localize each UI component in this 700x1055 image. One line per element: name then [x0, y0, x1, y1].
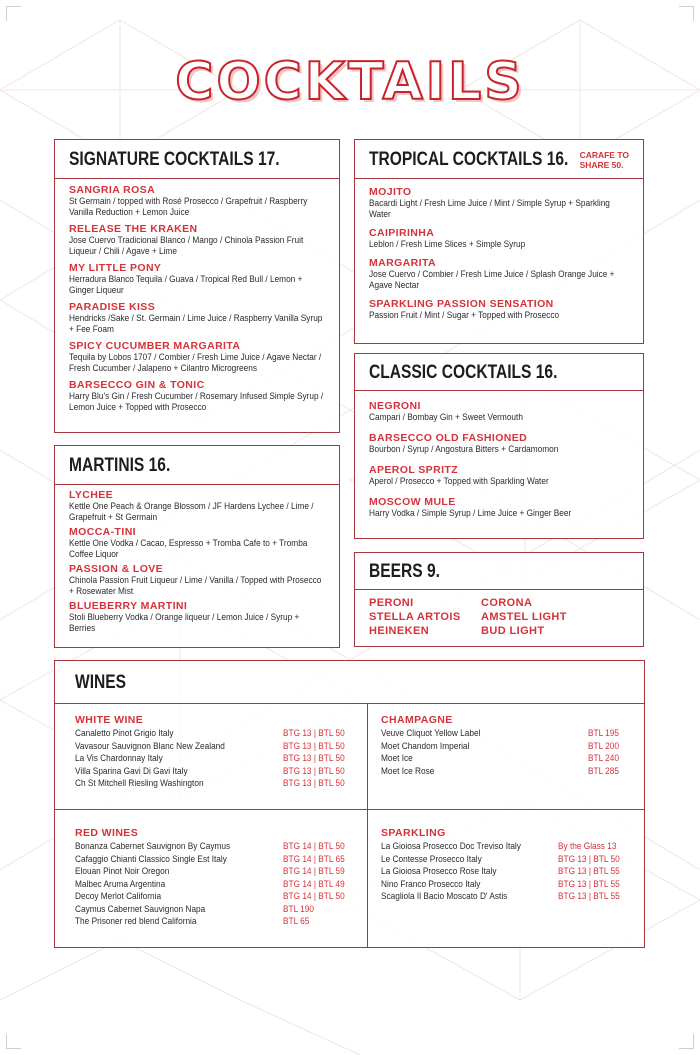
wine-price: By the Glass 13	[558, 841, 617, 851]
crop-mark-top-right	[679, 6, 694, 21]
section-header	[355, 354, 643, 391]
wine-category: CHAMPAGNE	[381, 714, 453, 726]
wine-name: Le Contesse Prosecco Italy	[381, 853, 482, 864]
wine-name: Moet Ice Rose	[381, 765, 435, 776]
wine-name: The Prisoner red blend California	[75, 916, 197, 926]
crop-mark-bottom-left	[6, 1034, 21, 1049]
list-item	[69, 379, 329, 413]
item-description: Bacardi Light / Fresh Lime Juice / Mint / Simple Syrup + Sparkling Water	[369, 198, 610, 219]
signature-cocktails-section	[54, 139, 340, 433]
wine-category: WHITE WINE	[75, 714, 144, 726]
section-heading: CLASSIC COCKTAILS 16.	[369, 362, 558, 383]
wine-price: BTG 14 | BTL 50	[283, 841, 345, 851]
section-header	[355, 553, 643, 590]
list-item	[69, 262, 329, 296]
wine-name: Villa Sparina Gavi Di Gavi Italy	[75, 765, 188, 776]
item-description: Leblon / Fresh Lime Slices + Simple Syrup	[369, 239, 526, 249]
beer-item: BUD LIGHT	[481, 625, 545, 637]
classic-cocktails-section	[354, 353, 644, 539]
wine-row	[75, 727, 355, 740]
beers-list	[369, 597, 601, 638]
item-name: BARSECCO GIN & TONIC	[69, 379, 205, 391]
wine-price: BTL 200	[588, 740, 620, 751]
sparkling-list	[381, 827, 631, 903]
wines-column-divider	[367, 703, 368, 948]
wine-price: BTG 13 | BTL 50	[283, 765, 345, 776]
page-title: COCKTAILS	[175, 52, 525, 112]
list-item	[69, 301, 329, 335]
wine-price: BTG 13 | BTL 50	[283, 728, 345, 738]
wine-price: BTL 190	[283, 903, 315, 914]
list-item	[369, 298, 633, 321]
wine-row	[381, 727, 631, 740]
wine-name: Elouan Pinot Noir Oregon	[75, 866, 170, 876]
martinis-section	[54, 445, 340, 648]
wine-row	[75, 853, 355, 866]
item-name: PASSION & LOVE	[69, 563, 164, 575]
wine-price: BTG 13 | BTL 55	[558, 878, 620, 889]
beer-item: PERONI	[369, 597, 414, 609]
wine-price: BTG 14 | BTL 50	[283, 891, 345, 901]
wine-category: SPARKLING	[381, 827, 446, 839]
wine-row	[75, 903, 355, 916]
carafe-line: CARAFE TO	[579, 150, 629, 160]
tropical-cocktails-section	[354, 139, 644, 344]
list-item	[369, 186, 633, 220]
list-item	[369, 400, 633, 423]
list-item	[369, 227, 633, 250]
item-name: SANGRIA ROSA	[69, 184, 156, 196]
wine-row	[75, 740, 355, 753]
wine-row	[381, 878, 631, 891]
wine-category: RED WINES	[75, 827, 139, 839]
list-item	[69, 340, 329, 374]
wine-row	[75, 777, 355, 790]
wine-row	[75, 865, 355, 878]
wine-row	[381, 890, 631, 903]
wine-row	[75, 915, 355, 928]
section-header	[55, 140, 339, 179]
white-wine-list	[75, 714, 355, 790]
wine-price: BTG 13 | BTL 50	[283, 778, 345, 788]
item-description: Bourbon / Syrup / Angostura Bitters + Cardamomon	[369, 444, 559, 454]
item-description: Kettle One Peach & Orange Blossom / JF Hardens Lychee / Lime / Grapefruit + St Germain	[69, 501, 314, 522]
wine-price: BTG 13 | BTL 50	[558, 853, 620, 864]
list-item	[369, 464, 633, 487]
section-heading: SIGNATURE COCKTAILS 17.	[69, 149, 280, 170]
beer-item: CORONA	[481, 597, 533, 609]
signature-list	[69, 184, 329, 418]
beer-item: AMSTEL LIGHT	[481, 611, 567, 623]
carafe-line: SHARE 50.	[579, 160, 624, 170]
section-heading: BEERS 9.	[369, 561, 441, 582]
wine-row	[75, 890, 355, 903]
item-name: APEROL SPRITZ	[369, 464, 459, 476]
item-name: BARSECCO OLD FASHIONED	[369, 432, 528, 444]
wine-row	[75, 765, 355, 778]
section-header	[55, 446, 339, 485]
section-heading: TROPICAL COCKTAILS 16.	[369, 149, 569, 170]
wine-price: BTL 195	[588, 728, 620, 738]
wine-row	[381, 865, 631, 878]
wine-name: Ch St Mitchell Riesling Washington	[75, 778, 204, 788]
item-name: SPICY CUCUMBER MARGARITA	[69, 340, 241, 352]
wine-price: BTL 65	[283, 916, 310, 926]
item-description: Chinola Passion Fruit Liqueur / Lime / Vanilla / Topped with Prosecco + Rosewater Mist	[69, 575, 322, 596]
wine-name: Scagliola Il Bacio Moscato D' Astis	[381, 891, 508, 901]
list-item	[69, 184, 329, 218]
crop-mark-bottom-right	[679, 1034, 694, 1049]
list-item	[69, 600, 329, 634]
wine-name: Bonanza Cabernet Sauvignon By Caymus	[75, 841, 231, 851]
section-heading: WINES	[75, 672, 127, 693]
wine-row	[381, 840, 631, 853]
item-name: MY LITTLE PONY	[69, 262, 162, 274]
item-name: MOJITO	[369, 186, 412, 198]
wine-name: Malbec Aruma Argentina	[75, 878, 166, 889]
wine-price: BTL 285	[588, 765, 620, 776]
item-description: Campari / Bombay Gin + Sweet Vermouth	[369, 412, 523, 422]
wine-price: BTG 13 | BTL 55	[558, 866, 620, 876]
wine-name: Nino Franco Prosecco Italy	[381, 878, 481, 889]
wine-name: Vavasour Sauvignon Blanc New Zealand	[75, 740, 225, 751]
wine-row	[75, 752, 355, 765]
wine-row	[381, 765, 631, 778]
item-name: RELEASE THE KRAKEN	[69, 223, 198, 235]
wine-row	[75, 840, 355, 853]
tropical-list	[369, 186, 633, 326]
item-name: MOSCOW MULE	[369, 496, 456, 508]
beers-section	[354, 552, 644, 647]
item-description: Kettle One Vodka / Cacao, Espresso + Tromba Cafe to + Tromba Coffee Liquor	[69, 538, 308, 559]
section-header	[355, 140, 643, 179]
section-header	[55, 661, 644, 704]
item-description: Tequila by Lobos 1707 / Combier / Fresh Lime Juice / Agave Nectar / Fresh Cucumber / Jalapeno + Cilantro Microgreens	[69, 352, 322, 373]
wine-name: Veuve Cliquot Yellow Label	[381, 728, 481, 738]
wine-price: BTG 13 | BTL 50	[283, 753, 345, 763]
wines-row-divider	[55, 809, 644, 810]
wine-price: BTG 14 | BTL 59	[283, 866, 345, 876]
item-name: MARGARITA	[369, 257, 436, 269]
item-description: Harry Blu's Gin / Fresh Cucumber / Rosemary Infused Simple Syrup / Lemon Juice + Topped with Prosecco	[69, 391, 324, 412]
item-name: CAIPIRINHA	[369, 227, 435, 239]
item-description: Harry Vodka / Simple Syrup / Lime Juice + Ginger Beer	[369, 508, 572, 518]
item-name: LYCHEE	[69, 489, 114, 501]
wine-name: La Gioiosa Prosecco Doc Treviso Italy	[381, 841, 521, 851]
wine-row	[381, 740, 631, 753]
wine-price: BTG 14 | BTL 49	[283, 878, 345, 889]
list-item	[69, 563, 329, 597]
wine-row	[381, 853, 631, 866]
list-item	[69, 489, 329, 523]
list-item	[369, 496, 633, 519]
wine-price: BTG 13 | BTL 50	[283, 740, 345, 751]
section-heading: MARTINIS 16.	[69, 455, 171, 476]
list-item	[69, 223, 329, 257]
champagne-list	[381, 714, 631, 777]
item-name: SPARKLING PASSION SENSATION	[369, 298, 554, 310]
wine-row	[75, 878, 355, 891]
crop-mark-top-left	[6, 6, 21, 21]
carafe-note	[580, 150, 629, 170]
item-description: Aperol / Prosecco + Topped with Sparkling Water	[369, 476, 549, 486]
list-item	[369, 257, 633, 291]
wine-name: La Gioiosa Prosecco Rose Italy	[381, 866, 497, 876]
item-description: Stoli Blueberry Vodka / Orange liqueur / Lemon Juice / Syrup + Berries	[69, 612, 300, 633]
wine-name: La Vis Chardonnay Italy	[75, 753, 163, 763]
classic-list	[369, 400, 633, 524]
item-description: Hendricks /Sake / St. Germain / Lime Juice / Raspberry Vanilla Syrup + Fee Foam	[69, 313, 323, 334]
item-description: Passion Fruit / Mint / Sugar + Topped with Prosecco	[369, 310, 560, 320]
wine-row	[381, 752, 631, 765]
beer-item: HEINEKEN	[369, 625, 430, 637]
wine-price: BTG 13 | BTL 55	[558, 891, 620, 901]
item-name: MOCCA-TINI	[69, 526, 136, 538]
wines-section	[54, 660, 645, 948]
list-item	[69, 526, 329, 560]
item-name: BLUEBERRY MARTINI	[69, 600, 188, 612]
red-wine-list	[75, 827, 355, 928]
item-description: Herradura Blanco Tequila / Guava / Tropical Red Bull / Lemon + Ginger Liqueur	[69, 274, 303, 295]
wine-name: Canaletto Pinot Grigio Italy	[75, 728, 174, 738]
wine-name: Moet Chandom Imperial	[381, 740, 470, 751]
item-name: NEGRONI	[369, 400, 421, 412]
wine-price: BTG 14 | BTL 65	[283, 853, 345, 864]
wine-name: Caymus Cabernet Sauvignon Napa	[75, 903, 206, 914]
list-item	[369, 432, 633, 455]
wine-name: Cafaggio Chianti Classico Single Est Italy	[75, 853, 227, 864]
wine-name: Moet Ice	[381, 753, 413, 763]
item-name: PARADISE KISS	[69, 301, 156, 313]
wine-price: BTL 240	[588, 753, 620, 763]
item-description: Jose Cuervo / Combier / Fresh Lime Juice / Splash Orange Juice + Agave Nectar	[369, 269, 615, 290]
beer-item: STELLA ARTOIS	[369, 611, 461, 623]
martinis-list	[69, 489, 329, 639]
wine-name: Decoy Merlot California	[75, 891, 162, 901]
item-description: St Germain / topped with Rosé Prosecco / Grapefruit / Raspberry Vanilla Reduction + Lemon Juice	[69, 196, 308, 217]
item-description: Jose Cuervo Tradicional Blanco / Mango / Chinola Passion Fruit Liqueur / Chili / Agave + Lime	[69, 235, 304, 256]
